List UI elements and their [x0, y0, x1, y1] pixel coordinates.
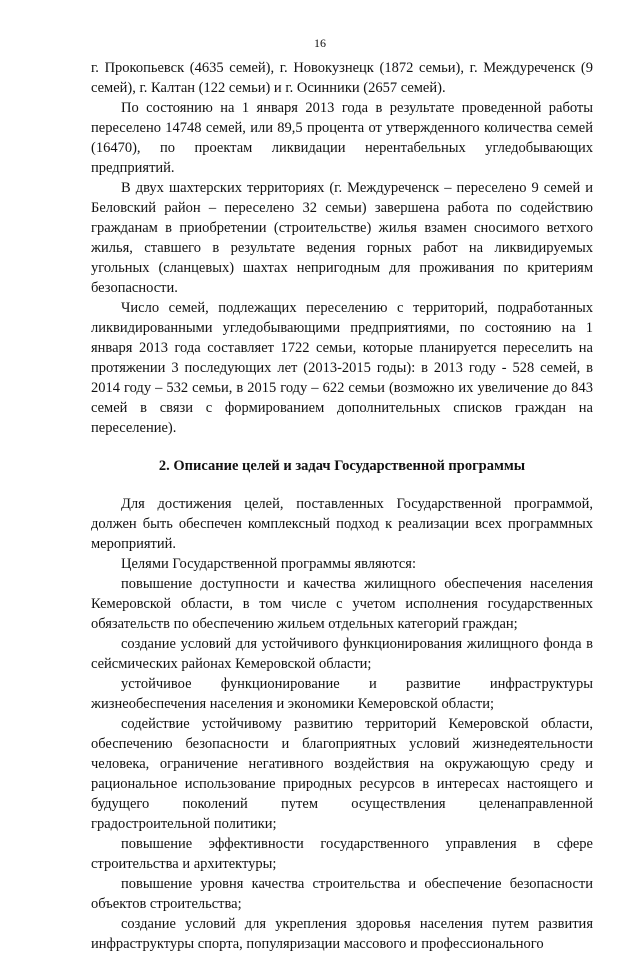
paragraph: повышение уровня качества строительства и обеспечение безопасности объектов строительства;	[91, 876, 593, 912]
page-number: 16	[314, 36, 326, 50]
paragraph: Для достижения целей, поставленных Государственной программой, должен быть обеспечен комплексный подход к реализации всех программных мероприятий.	[91, 496, 593, 552]
paragraph: Число семей, подлежащих переселению с территорий, подработанных ликвидированными угледобывающими предприятиями, по состоянию на 1 января 2013 года составляет 1722 семьи, которые планируется переселить на протяжении 3 последующих лет (2013-2015 годы): в 2013 году - 528 семей, в 2014 году – 532 семьи, в 2015 году – 622 семьи (возможно их увеличение до 843 семей в связи с формированием дополнительных списков граждан на переселение).	[91, 300, 593, 436]
paragraph: содействие устойчивому развитию территорий Кемеровской области, обеспечению безопасности и благоприятных условий жизнедеятельности человека, ограничение негативного воздействия на окружающую среду и рациональное использование природных ресурсов в интересах настоящего и будущего поколений путем осуществления целенаправленной градостроительной политики;	[91, 716, 593, 832]
paragraph: В двух шахтерских территориях (г. Междуреченск – переселено 9 семей и Беловский район – переселено 32 семьи) завершена работа по содействию гражданам в приобретении (строительстве) жилья взамен сносимого ветхого жилья, ставшего в результате ведения горных работ на ликвидируемых угольных (сланцевых) шахтах непригодным для проживания по критериям безопасности.	[91, 180, 593, 296]
section-heading: 2. Описание целей и задач Государственной программы	[158, 458, 526, 474]
paragraph: повышение доступности и качества жилищного обеспечения населения Кемеровской области, в том числе с учетом исполнения государственных обязательств по обеспечению жильем отдельных категорий граждан;	[91, 576, 593, 632]
document-body	[91, 58, 593, 954]
paragraph: создание условий для укрепления здоровья населения путем развития инфраструктуры спорта, популяризации массового и профессионального	[91, 916, 593, 952]
paragraph: повышение эффективности государственного управления в сфере строительства и архитектуры;	[91, 836, 593, 872]
paragraph: создание условий для устойчивого функционирования жилищного фонда в сейсмических районах Кемеровской области;	[91, 636, 593, 672]
paragraph: Целями Государственной программы являются:	[121, 556, 416, 572]
paragraph: г. Прокопьевск (4635 семей), г. Новокузнецк (1872 семьи), г. Междуреченск (9 семей), г. Калтан (122 семьи) и г. Осинники (2657 семей).	[91, 60, 593, 96]
paragraph: По состоянию на 1 января 2013 года в результате проведенной работы переселено 14748 семей, или 89,5 процента от утвержденного количества семей (16470), по проектам ликвидации нерентабельных угледобывающих предприятий.	[91, 100, 593, 176]
paragraph: устойчивое функционирование и развитие инфраструктуры жизнеобеспечения населения и экономики Кемеровской области;	[91, 676, 593, 712]
